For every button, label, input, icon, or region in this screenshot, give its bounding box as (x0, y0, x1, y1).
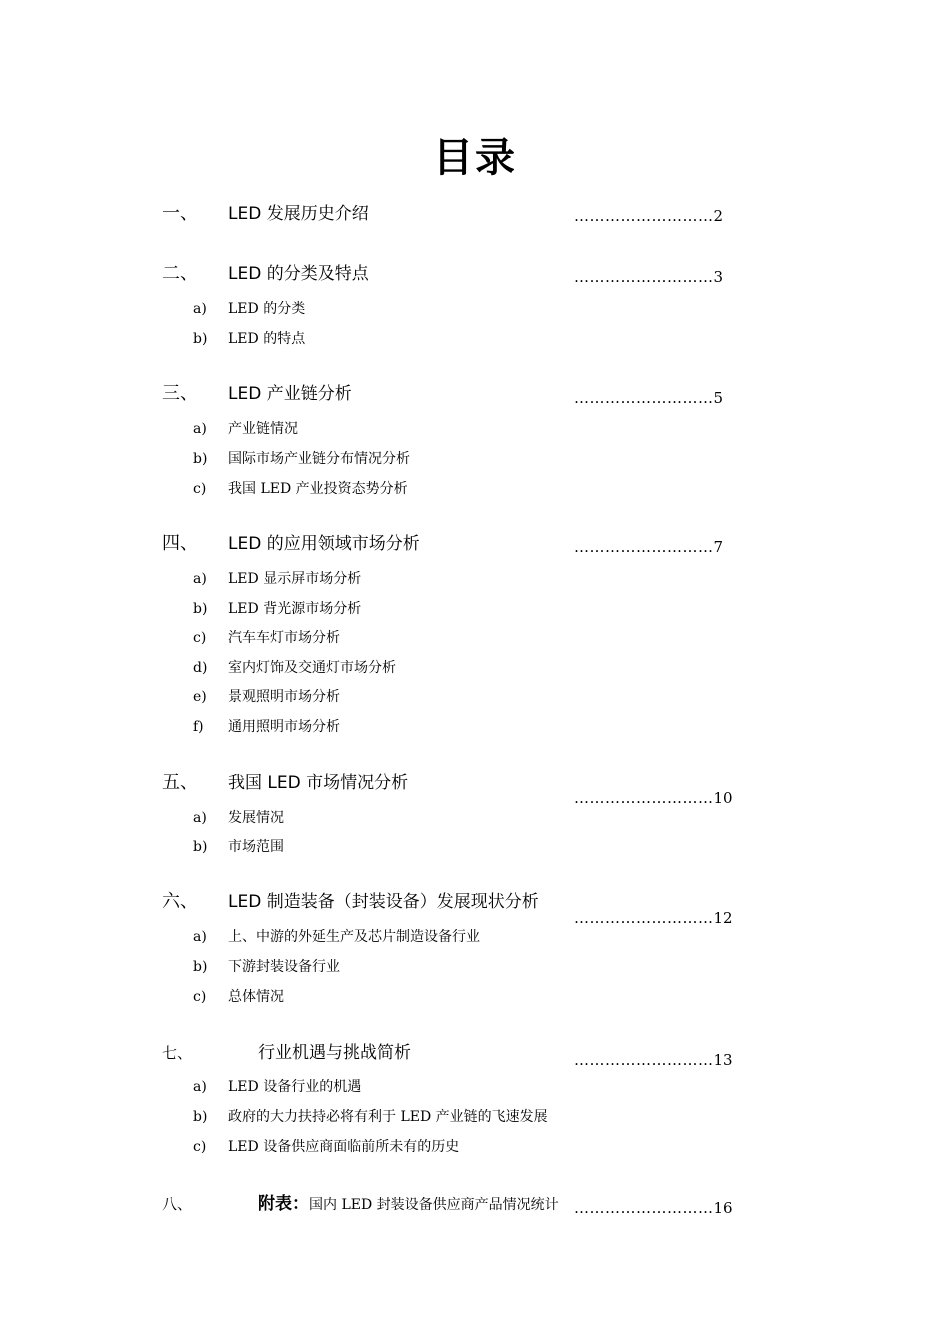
section-title: LED 的分类及特点 (228, 264, 369, 284)
toc-subitem[interactable] (0, 926, 950, 950)
section-title: LED 产业链分析 (228, 384, 352, 404)
subitem-marker: d) (193, 660, 208, 676)
section-page-ref (574, 206, 723, 226)
subitem-text: 室内灯饰及交通灯市场分析 (228, 660, 396, 676)
subitem-text: LED 设备行业的机遇 (228, 1079, 362, 1095)
appendix-label: 附表： (258, 1194, 309, 1214)
section-number: 三、 (162, 383, 198, 404)
subitem-text: 政府的大力扶持必将有利于 LED 产业链的飞速发展 (228, 1109, 548, 1125)
toc-section-3[interactable] (0, 382, 950, 412)
subitem-marker: b) (193, 959, 208, 975)
subitem-text: 总体情况 (228, 989, 284, 1005)
subitem-text: 发展情况 (228, 810, 284, 826)
toc-section-1[interactable] (0, 202, 950, 232)
section-page-ref (574, 1050, 733, 1070)
section-number: 二、 (162, 263, 198, 284)
page-number: 10 (713, 789, 733, 807)
subitem-marker: a) (193, 929, 207, 945)
section-page-ref (574, 537, 723, 557)
subitem-marker: b) (193, 451, 208, 467)
page-number: 5 (713, 389, 724, 407)
dot-leader: ……………………… (574, 909, 714, 927)
subitem-text: LED 的分类 (228, 301, 306, 317)
section-number: 八、 (162, 1195, 193, 1213)
page-number: 3 (713, 268, 724, 286)
subitem-text: LED 背光源市场分析 (228, 601, 362, 617)
section-title: 我国 LED 市场情况分析 (228, 773, 409, 793)
subitem-text: 国际市场产业链分布情况分析 (228, 451, 410, 467)
toc-subitem[interactable] (0, 298, 950, 322)
toc-subitem[interactable] (0, 657, 950, 681)
page-number: 2 (713, 207, 724, 225)
section-number: 五、 (162, 772, 198, 793)
toc-section-7[interactable] (0, 1041, 950, 1071)
subitem-marker: b) (193, 601, 208, 617)
subitem-marker: c) (193, 481, 207, 497)
subitem-text: LED 显示屏市场分析 (228, 571, 362, 587)
subitem-marker: a) (193, 421, 207, 437)
page-number: 7 (713, 538, 724, 556)
section-title: 行业机遇与挑战简析 (258, 1043, 411, 1063)
toc-subitem[interactable] (0, 478, 950, 502)
toc-section-5[interactable] (0, 771, 950, 801)
dot-leader: ……………………… (574, 1199, 714, 1217)
subitem-text: 我国 LED 产业投资态势分析 (228, 481, 408, 497)
subitem-marker: f) (193, 719, 204, 735)
toc-section-8[interactable] (0, 1192, 950, 1222)
subitem-text: 市场范围 (228, 839, 284, 855)
dot-leader: ……………………… (574, 207, 714, 225)
subitem-text: 产业链情况 (228, 421, 298, 437)
toc-subitem[interactable] (0, 1136, 950, 1160)
section-page-ref (574, 908, 733, 928)
subitem-marker: b) (193, 839, 208, 855)
subitem-text: 下游封装设备行业 (228, 959, 340, 975)
section-title-wrap (258, 1192, 559, 1217)
dot-leader: ……………………… (574, 1051, 714, 1069)
toc-section-2[interactable] (0, 262, 950, 292)
subitem-marker: c) (193, 1139, 207, 1155)
subitem-text: 景观照明市场分析 (228, 689, 340, 705)
section-number: 六、 (162, 891, 198, 912)
section-title: 国内 LED 封装设备供应商产品情况统计 (309, 1197, 559, 1213)
subitem-marker: c) (193, 630, 207, 646)
toc-subitem[interactable] (0, 986, 950, 1010)
section-title: LED 发展历史介绍 (228, 204, 369, 224)
toc-subitem[interactable] (0, 627, 950, 651)
subitem-text: 汽车车灯市场分析 (228, 630, 340, 646)
subitem-marker: a) (193, 301, 207, 317)
toc-subitem[interactable] (0, 1076, 950, 1100)
section-page-ref (574, 788, 733, 808)
section-page-ref (574, 388, 723, 408)
subitem-marker: c) (193, 989, 207, 1005)
page-number: 12 (713, 909, 733, 927)
subitem-text: LED 的特点 (228, 331, 306, 347)
section-number: 一、 (162, 203, 198, 224)
subitem-marker: a) (193, 810, 207, 826)
section-number: 七、 (162, 1044, 193, 1062)
subitem-text: 通用照明市场分析 (228, 719, 340, 735)
subitem-marker: e) (193, 689, 207, 705)
section-title: LED 制造装备（封装设备）发展现状分析 (228, 892, 539, 912)
dot-leader: ……………………… (574, 268, 714, 286)
toc-subitem[interactable] (0, 956, 950, 980)
section-number: 四、 (162, 533, 198, 554)
toc-subitem[interactable] (0, 807, 950, 831)
toc-subitem[interactable] (0, 836, 950, 860)
dot-leader: ……………………… (574, 538, 714, 556)
toc-subitem[interactable] (0, 418, 950, 442)
page-number: 13 (713, 1051, 733, 1069)
toc-section-4[interactable] (0, 532, 950, 562)
section-page-ref (574, 1198, 733, 1218)
toc-subitem[interactable] (0, 568, 950, 592)
toc-subitem[interactable] (0, 328, 950, 352)
section-page-ref (574, 267, 723, 287)
dot-leader: ……………………… (574, 789, 714, 807)
section-title: LED 的应用领域市场分析 (228, 534, 420, 554)
subitem-marker: b) (193, 331, 208, 347)
subitem-text: 上、中游的外延生产及芯片制造设备行业 (228, 929, 480, 945)
dot-leader: ……………………… (574, 389, 714, 407)
toc-subitem[interactable] (0, 448, 950, 472)
toc-subitem[interactable] (0, 598, 950, 622)
page-title: 目录 (433, 135, 517, 181)
toc-subitem[interactable] (0, 686, 950, 710)
toc-subitem[interactable] (0, 1106, 950, 1130)
subitem-marker: b) (193, 1109, 208, 1125)
subitem-text: LED 设备供应商面临前所未有的历史 (228, 1139, 460, 1155)
page-number: 16 (713, 1199, 733, 1217)
toc-subitem[interactable] (0, 716, 950, 740)
toc-section-6[interactable] (0, 890, 950, 920)
subitem-marker: a) (193, 1079, 207, 1095)
subitem-marker: a) (193, 571, 207, 587)
